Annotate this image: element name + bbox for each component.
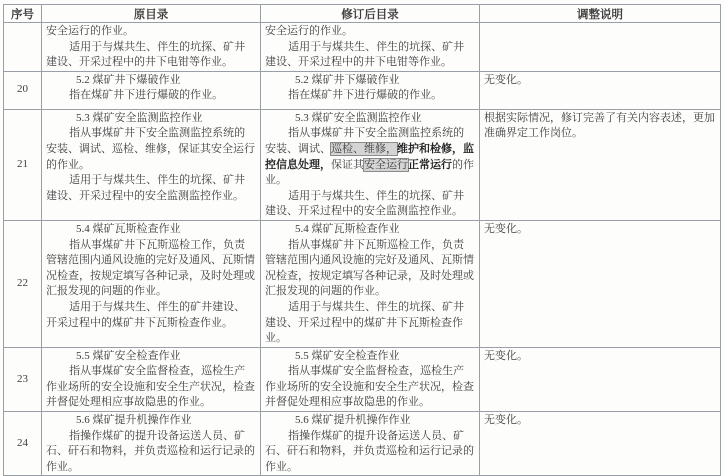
original-catalog-cell bbox=[42, 347, 261, 411]
paragraph bbox=[46, 349, 256, 365]
col-header-original-catalog: 原目录 bbox=[42, 5, 261, 23]
text-run: 5.2 煤矿井下爆破作业 bbox=[76, 73, 181, 86]
adjustment-note-cell bbox=[480, 220, 721, 347]
row-number: 22 bbox=[4, 220, 42, 347]
paragraph bbox=[46, 173, 256, 204]
text-run: 适用于与煤共生、伴生的坑探、矿井建设、开采过程中的井下电钳等作业。 bbox=[46, 40, 246, 69]
adjustment-note-cell bbox=[480, 412, 721, 476]
paragraph bbox=[46, 73, 256, 89]
paragraph bbox=[46, 40, 256, 71]
paragraph bbox=[46, 222, 256, 238]
paragraph bbox=[265, 189, 475, 220]
paragraph bbox=[46, 111, 256, 127]
paragraph bbox=[265, 24, 475, 40]
text-run: 5.3 煤矿安全监测监控作业 bbox=[76, 111, 203, 124]
text-run: 5.4 煤矿瓦斯检查作业 bbox=[295, 222, 400, 235]
table-row bbox=[4, 109, 721, 220]
text-run: 5.6 煤矿提升机操作作业 bbox=[76, 414, 192, 427]
paragraph bbox=[484, 413, 716, 429]
paragraph bbox=[265, 40, 475, 71]
table-row bbox=[4, 71, 721, 109]
row-number bbox=[4, 23, 42, 72]
paragraph bbox=[265, 126, 475, 188]
text-run: 5.5 煤矿安全检查作业 bbox=[76, 349, 181, 362]
paragraph bbox=[46, 88, 256, 104]
paragraph bbox=[265, 88, 475, 104]
text-run: 适用于与煤共生、伴生的坑探、矿井建设、开采过程中的安全监测监控作业。 bbox=[46, 174, 246, 202]
text-run: 指从事煤矿井下安全监测监控系统的安装、调试、 bbox=[265, 127, 465, 155]
paragraph bbox=[265, 349, 475, 365]
text-run: 无变化。 bbox=[484, 73, 528, 86]
paragraph bbox=[265, 300, 475, 347]
paragraph bbox=[484, 73, 716, 89]
text-run: 指在煤矿井下进行爆破的作业。 bbox=[288, 89, 443, 102]
paragraph bbox=[46, 364, 256, 411]
text-run: 指从事煤矿安全监督检查，巡检生产作业场所的安全设施和安全生产状况，检查并督促处理相应事故隐患的作业。 bbox=[265, 365, 474, 409]
paragraph bbox=[46, 413, 256, 429]
text-run: 的作业。 bbox=[265, 158, 474, 187]
inserted-text: 正常运行 bbox=[408, 158, 452, 171]
text-run: 适用于与煤共生、伴生的矿井建设、开采过程中的煤矿井下瓦斯检查作业。 bbox=[46, 300, 246, 329]
text-run: 安全运行的作业。 bbox=[265, 25, 353, 37]
adjustment-note-cell bbox=[480, 109, 721, 220]
row-number: 24 bbox=[4, 412, 42, 476]
adjustment-note-cell bbox=[480, 347, 721, 411]
text-run: 5.4 煤矿瓦斯检查作业 bbox=[76, 222, 181, 235]
col-header-adjustment-note: 调整说明 bbox=[480, 5, 721, 23]
paragraph bbox=[46, 300, 256, 331]
paragraph bbox=[265, 222, 475, 238]
adjustment-note-cell bbox=[480, 23, 721, 72]
text-run: 适用于与煤共生、伴生的坑探、矿井建设、开采过程中的安全监测监控作业。 bbox=[265, 189, 465, 218]
original-catalog-cell bbox=[42, 412, 261, 476]
revised-catalog-cell bbox=[261, 71, 480, 109]
text-run: 安全运行的作业。 bbox=[46, 25, 134, 37]
revised-catalog-cell bbox=[261, 220, 480, 347]
text-run: 无变化。 bbox=[484, 222, 528, 235]
row-number: 23 bbox=[4, 347, 42, 411]
text-run: 5.5 煤矿安全检查作业 bbox=[295, 349, 400, 362]
text-run: 指操作煤矿的提升设备运送人员、矿石、矸石和物料，并负责巡检和运行记录的作业。 bbox=[46, 429, 255, 473]
deleted-text: 巡检、维修， bbox=[331, 142, 397, 155]
text-run: 指从事煤矿井下瓦斯巡检工作，负责管辖范围内通风设施的完好及通风、瓦斯情况检查，按规定填写各种记录，及时处理或汇报发现的问题的作业。 bbox=[46, 238, 255, 298]
revision-comparison-table bbox=[3, 4, 721, 476]
text-run: 保证其 bbox=[331, 158, 364, 171]
text-run: 根据实际情况，修订完善了有关内容表述，更加准确界定工作岗位。 bbox=[484, 111, 715, 140]
text-run: 无变化。 bbox=[484, 349, 528, 362]
paragraph bbox=[265, 111, 475, 127]
paragraph bbox=[46, 238, 256, 300]
text-run: 指从事煤矿井下瓦斯巡检工作，负责管辖范围内通风设施的完好及通风、瓦斯情况检查，按规定填写各种记录，及时处理或汇报发现的问题的作业。 bbox=[265, 238, 474, 298]
text-run: 指在煤矿井下进行爆破的作业。 bbox=[69, 89, 224, 102]
row-number: 20 bbox=[4, 71, 42, 109]
col-header-revised-catalog: 修订后目录 bbox=[261, 5, 480, 23]
original-catalog-cell bbox=[42, 109, 261, 220]
original-catalog-cell bbox=[42, 23, 261, 72]
paragraph bbox=[46, 429, 256, 476]
text-run: 指从事煤矿井下安全监测监控系统的安装、调试、巡检、维修，保证其安全运行的作业。 bbox=[46, 127, 255, 171]
paragraph bbox=[265, 364, 475, 411]
revised-catalog-cell bbox=[261, 412, 480, 476]
revised-catalog-cell bbox=[261, 23, 480, 72]
adjustment-note-cell bbox=[480, 71, 721, 109]
table-row bbox=[4, 347, 721, 411]
text-run: 适用于与煤共生、伴生的坑探、矿井建设、开采过程中的井下电钳等作业。 bbox=[265, 40, 465, 69]
table-row bbox=[4, 23, 721, 72]
revised-catalog-cell bbox=[261, 109, 480, 220]
inserted-text: 维护和检修，监控信息处理， bbox=[265, 142, 474, 171]
paragraph bbox=[484, 111, 716, 142]
text-run: 无变化。 bbox=[484, 414, 528, 427]
deleted-text: 安全运行 bbox=[364, 158, 408, 171]
text-run: 指从事煤矿安全监督检查，巡检生产作业场所的安全设施和安全生产状况，检查并督促处理相应事故隐患的作业。 bbox=[46, 365, 255, 409]
row-number: 21 bbox=[4, 109, 42, 220]
paragraph bbox=[265, 73, 475, 89]
paragraph bbox=[484, 349, 716, 365]
text-run: 指操作煤矿的提升设备运送人员、矿石、矸石和物料，并负责巡检和运行记录的作业。 bbox=[265, 429, 474, 473]
col-header-seq-number: 序号 bbox=[4, 5, 42, 23]
text-run: 5.6 煤矿提升机操作作业 bbox=[295, 414, 411, 427]
paragraph bbox=[265, 413, 475, 429]
text-run: 5.2 煤矿井下爆破作业 bbox=[295, 73, 400, 86]
header-row bbox=[4, 5, 721, 23]
paragraph bbox=[46, 126, 256, 173]
table-row bbox=[4, 220, 721, 347]
paragraph bbox=[484, 222, 716, 238]
text-run: 5.3 煤矿安全监测监控作业 bbox=[295, 111, 422, 124]
paragraph bbox=[46, 24, 256, 40]
paragraph bbox=[265, 238, 475, 300]
table-row bbox=[4, 412, 721, 476]
text-run: 适用于与煤共生、伴生的坑探、矿井建设、开采过程中的煤矿井下瓦斯检查作业。 bbox=[265, 300, 465, 345]
paragraph bbox=[265, 429, 475, 476]
original-catalog-cell bbox=[42, 220, 261, 347]
revised-catalog-cell bbox=[261, 347, 480, 411]
original-catalog-cell bbox=[42, 71, 261, 109]
